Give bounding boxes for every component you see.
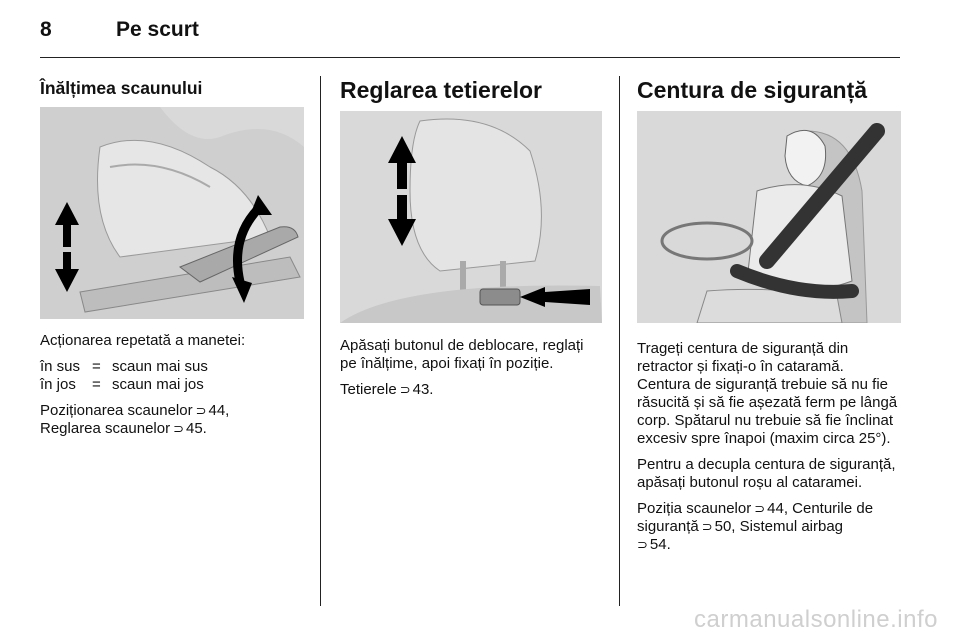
page-ref-icon: ⊃	[195, 403, 207, 418]
column-divider-2	[619, 76, 620, 606]
instruction-position: Centura de siguranță trebuie să nu fie răsucită și să fie așezată ferm pe lângă corp. Spătarul nu trebuie să fie înclinat excesiv spre înapoi (maxim circa 25°).	[637, 376, 898, 447]
section-seat-belt	[637, 72, 901, 554]
link-seat-position[interactable]: Poziția scaunelor	[637, 500, 752, 517]
cross-references	[637, 500, 901, 554]
def-sep: =	[92, 358, 101, 375]
intro-text: Acționarea repetată a manetei:	[40, 332, 246, 349]
instruction-buckle: Trageți centura de siguranță din retractor și fixați-o în cataramă.	[637, 340, 849, 375]
link-headrests[interactable]: Tetierele	[340, 381, 397, 398]
section-heading: Înălțimea scaunului	[40, 78, 203, 98]
def-sep: =	[92, 376, 101, 393]
instruction-release: Pentru a decupla centura de siguranță, apăsați butonul roșu al cataramei.	[637, 456, 896, 491]
seat-height-illustration	[40, 107, 304, 319]
page-ref[interactable]: 50, Sistemul airbag	[714, 518, 844, 535]
page-ref-icon: ⊃	[637, 537, 648, 552]
watermark: carmanualsonline.info	[694, 606, 938, 633]
section-seat-height	[40, 72, 304, 438]
seat-belt-illustration	[637, 111, 901, 323]
page-ref-icon: ⊃	[701, 519, 713, 534]
def-term: în jos	[40, 376, 76, 393]
cross-references	[40, 402, 304, 438]
page-ref-icon: ⊃	[399, 382, 411, 397]
def-desc: scaun mai sus	[112, 358, 208, 375]
header-rule	[40, 57, 900, 58]
link-seat-positioning[interactable]: Poziționarea scaunelor	[40, 402, 193, 419]
headrest-illustration	[340, 111, 602, 323]
page-ref[interactable]: 44,	[208, 402, 230, 419]
cross-references	[340, 381, 602, 399]
link-seat-adjustment[interactable]: Reglarea scaunelor	[40, 420, 171, 437]
page-ref-icon: ⊃	[754, 501, 766, 516]
definition-list	[40, 358, 304, 394]
section-heading: Centura de siguranță	[637, 77, 868, 103]
section-headrest	[340, 72, 602, 399]
page-ref[interactable]: 45.	[185, 420, 207, 437]
section-heading: Reglarea tetierelor	[340, 77, 542, 103]
page-number: 8	[40, 18, 52, 41]
body-text: Apăsați butonul de deblocare, reglați pe înălțime, apoi fixați în poziție.	[340, 337, 584, 372]
column-divider-1	[320, 76, 321, 606]
page-ref[interactable]: 54.	[649, 536, 671, 553]
page-ref[interactable]: 43.	[412, 381, 434, 398]
def-term: în sus	[40, 358, 81, 375]
page-ref[interactable]: 44, Centurile de siguranță	[637, 500, 874, 535]
def-desc: scaun mai jos	[112, 376, 204, 393]
chapter-title: Pe scurt	[116, 18, 199, 41]
page-ref-icon: ⊃	[173, 421, 184, 436]
